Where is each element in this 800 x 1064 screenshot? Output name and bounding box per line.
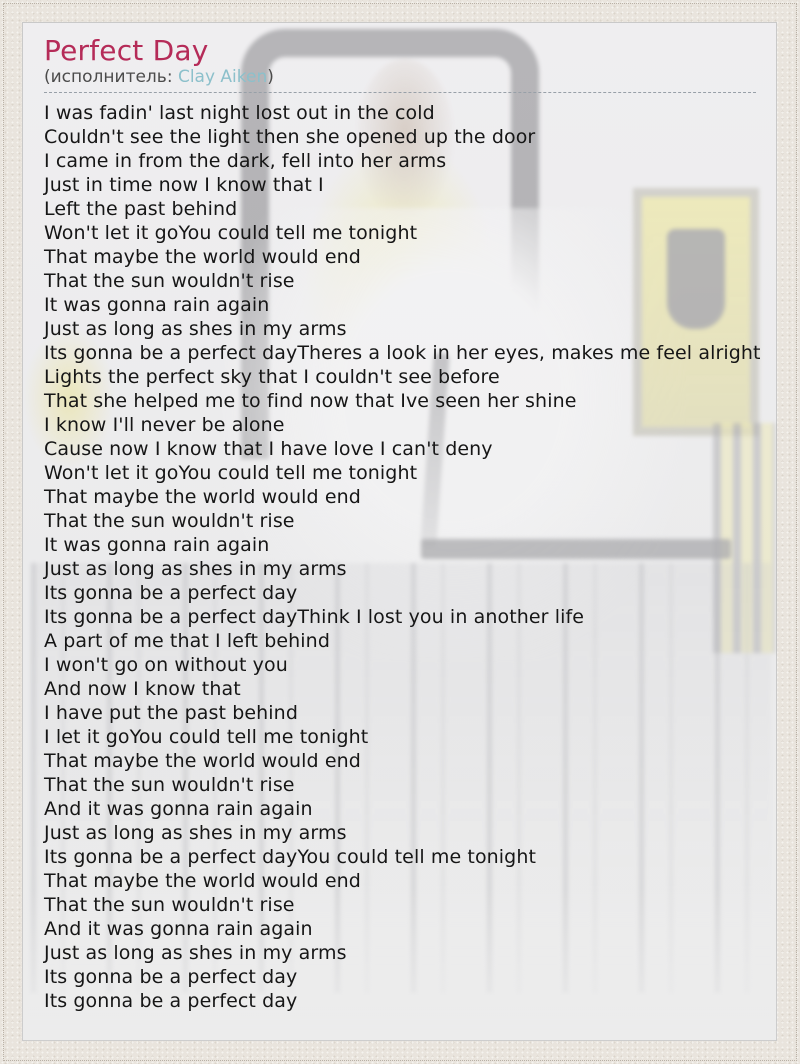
lyrics-text xyxy=(44,101,761,1013)
lyric-line: And it was gonna rain again xyxy=(44,798,313,820)
lyric-line: I let it goYou could tell me tonight xyxy=(44,726,369,748)
lyric-line: Cause now I know that I have love I can't deny xyxy=(44,438,493,460)
lyric-line: I have put the past behind xyxy=(44,702,298,724)
lyric-line: That maybe the world would end xyxy=(44,246,361,268)
lyric-line: I was fadin' last night lost out in the cold xyxy=(44,102,435,124)
page-title: Perfect Day xyxy=(44,34,209,67)
lyric-line: Its gonna be a perfect day xyxy=(44,990,298,1012)
lyric-line: That the sun wouldn't rise xyxy=(44,270,295,292)
lyric-line: Left the past behind xyxy=(44,198,238,220)
lyric-line: Its gonna be a perfect day xyxy=(44,966,298,988)
artist-link[interactable]: Clay Aiken xyxy=(177,67,268,87)
lyric-line: That maybe the world would end xyxy=(44,750,361,772)
page-header xyxy=(44,34,756,93)
lyric-line: Just in time now I know that I xyxy=(44,174,324,196)
lyric-line: Won't let it goYou could tell me tonight xyxy=(44,462,418,484)
lyric-line: Its gonna be a perfect dayThink I lost you in another life xyxy=(44,606,585,628)
lyric-line: I won't go on without you xyxy=(44,654,288,676)
lyric-line: It was gonna rain again xyxy=(44,534,270,556)
lyric-line: Couldn't see the light then she opened up the door xyxy=(44,126,536,148)
lyric-line: I know I'll never be alone xyxy=(44,414,285,436)
lyric-line: That the sun wouldn't rise xyxy=(44,774,295,796)
lyric-line: Its gonna be a perfect day xyxy=(44,582,298,604)
artist-label-suffix: ) xyxy=(267,67,274,87)
lyric-line: Its gonna be a perfect dayYou could tell me tonight xyxy=(44,846,537,868)
artist-line xyxy=(44,67,756,87)
lyric-line: Just as long as shes in my arms xyxy=(44,558,347,580)
lyrics-card xyxy=(22,22,777,1041)
lyric-line: That maybe the world would end xyxy=(44,870,361,892)
lyric-line: Just as long as shes in my arms xyxy=(44,942,347,964)
lyric-line: Lights the perfect sky that I couldn't see before xyxy=(44,366,500,388)
lyric-line: And now I know that xyxy=(44,678,241,700)
lyric-line: That she helped me to find now that Ive seen her shine xyxy=(44,390,577,412)
lyric-line: Just as long as shes in my arms xyxy=(44,318,347,340)
lyric-line: Its gonna be a perfect dayTheres a look in her eyes, makes me feel alright xyxy=(44,342,761,364)
lyric-line: That the sun wouldn't rise xyxy=(44,510,295,532)
lyric-line: Just as long as shes in my arms xyxy=(44,822,347,844)
lyric-line: Won't let it goYou could tell me tonight xyxy=(44,222,418,244)
lyric-line: I came in from the dark, fell into her arms xyxy=(44,150,447,172)
lyric-line: That the sun wouldn't rise xyxy=(44,894,295,916)
artist-label-prefix: (исполнитель: xyxy=(44,67,173,87)
lyric-line: A part of me that I left behind xyxy=(44,630,330,652)
card-content xyxy=(23,23,776,1037)
lyric-line: It was gonna rain again xyxy=(44,294,270,316)
lyric-line: And it was gonna rain again xyxy=(44,918,313,940)
lyric-line: That maybe the world would end xyxy=(44,486,361,508)
